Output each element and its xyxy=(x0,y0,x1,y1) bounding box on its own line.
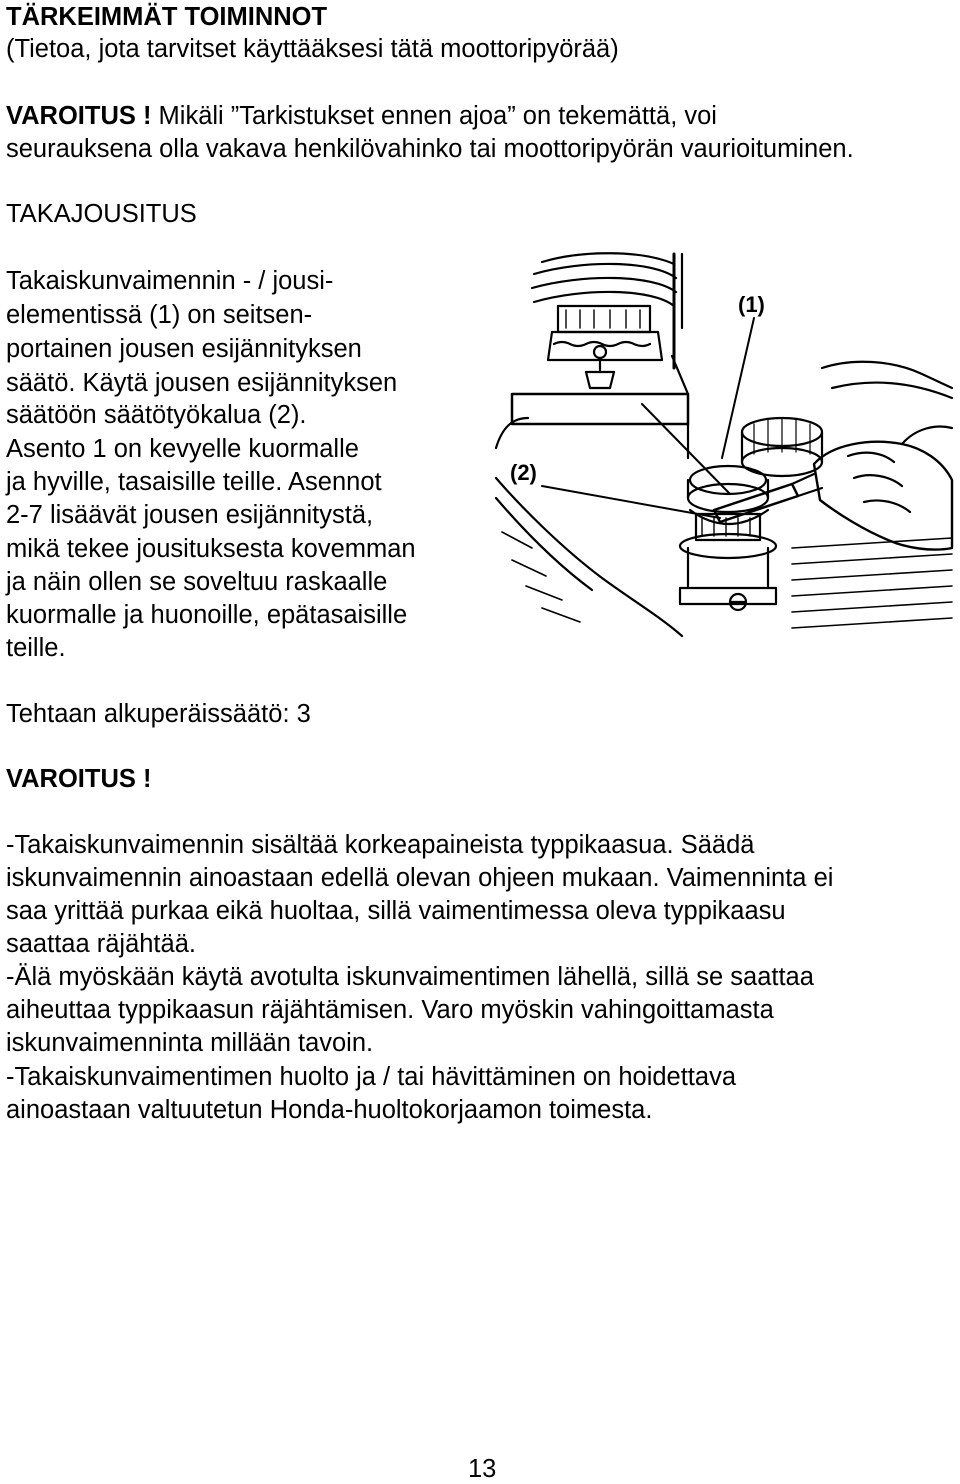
paragraph-line: Takaiskunvaimennin - / jousi- xyxy=(6,267,334,295)
warning-bottom-heading: VAROITUS ! xyxy=(6,765,152,793)
warning-bottom-line: -Takaiskunvaimennin sisältää korkeapaineista typpikaasua. Säädä xyxy=(6,831,755,859)
callout-2-label: (2) xyxy=(510,460,537,485)
paragraph-line: ja näin ollen se soveltuu raskaalle xyxy=(6,568,388,596)
paragraph-line: säätöön säätötyökalua (2). xyxy=(6,401,307,429)
paragraph-line: Asento 1 on kevyelle kuormalle xyxy=(6,435,359,463)
warning-bottom-line: saattaa räjähtää. xyxy=(6,930,196,958)
warning-bottom-line: iskunvaimenninta millään tavoin. xyxy=(6,1029,374,1057)
warning-top-line-1 xyxy=(6,99,717,133)
warning-bottom-line: iskunvaimennin ainoastaan edellä olevan ohjeen mukaan. Vaimenninta ei xyxy=(6,864,834,892)
warning-bottom-line: saa yrittää purkaa eikä huoltaa, sillä vaimentimessa oleva typpikaasu xyxy=(6,897,786,925)
paragraph-line: portainen jousen esijännityksen xyxy=(6,335,362,363)
factory-setting-text: Tehtaan alkuperäissäätö: 3 xyxy=(6,700,311,728)
rear-shock-illustration xyxy=(492,248,958,640)
warning-bottom-line: aiheuttaa typpikaasun räjähtämisen. Varo myöskin vahingoittamasta xyxy=(6,996,774,1024)
callout-1-label: (1) xyxy=(738,292,765,317)
warning-top-line-2: seurauksena olla vakava henkilövahinko tai moottoripyörän vaurioituminen. xyxy=(6,135,854,163)
paragraph-line: mikä tekee jousituksesta kovemman xyxy=(6,535,416,563)
page-title: TÄRKEIMMÄT TOIMINNOT xyxy=(6,3,328,31)
paragraph-line: ja hyville, tasaisille teille. Asennot xyxy=(6,468,382,496)
warning-top-text: Mikäli ”Tarkistukset ennen ajoa” on tekemättä, voi xyxy=(151,102,717,130)
warning-bottom-line: -Takaiskunvaimentimen huolto ja / tai hävittäminen on hoidettava xyxy=(6,1063,736,1091)
section-heading: TAKAJOUSITUS xyxy=(6,200,197,228)
paragraph-line: elementissä (1) on seitsen- xyxy=(6,301,313,329)
warning-bottom-line: ainoastaan valtuutetun Honda-huoltokorjaamon toimesta. xyxy=(6,1096,653,1124)
paragraph-line: teille. xyxy=(6,634,66,662)
page-number: 13 xyxy=(468,1455,497,1483)
warning-top-label: VAROITUS ! xyxy=(6,102,152,130)
page-subtitle: (Tietoa, jota tarvitset käyttääksesi tätä moottoripyörää) xyxy=(6,35,619,63)
paragraph-line: säätö. Käytä jousen esijännityksen xyxy=(6,369,398,397)
warning-bottom-line: -Älä myöskään käytä avotulta iskunvaimentimen lähellä, sillä se saattaa xyxy=(6,963,814,991)
paragraph-line: 2-7 lisäävät jousen esijännitystä, xyxy=(6,501,374,529)
paragraph-line: kuormalle ja huonoille, epätasaisille xyxy=(6,601,408,629)
